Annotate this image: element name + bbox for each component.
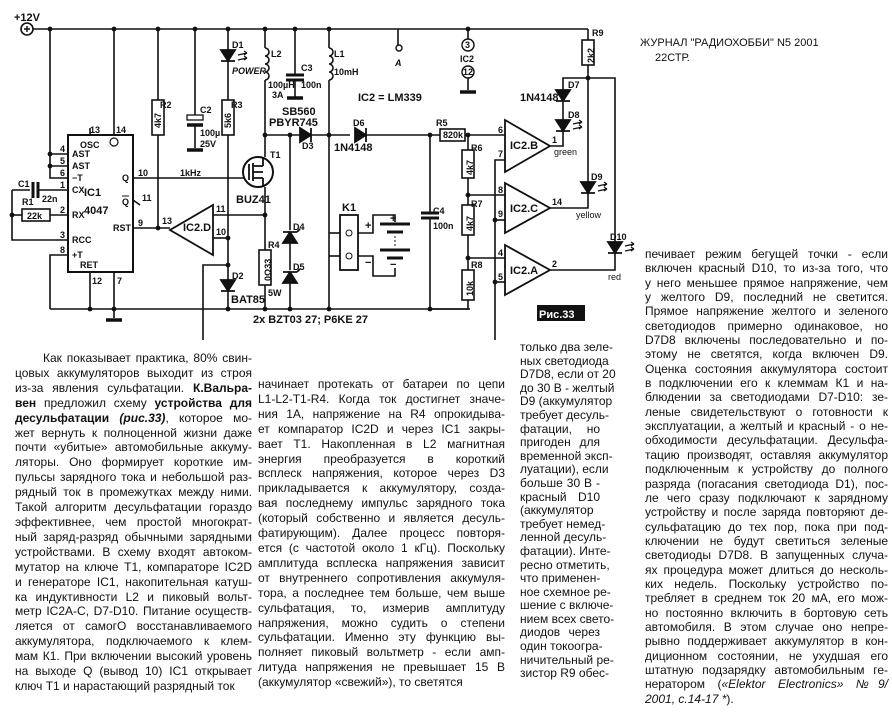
junction-dot (293, 27, 298, 32)
text-line: больше 30 В - (520, 475, 600, 490)
text-line: D9 (аккумулятор (520, 394, 613, 409)
label-l2: L2 (271, 49, 282, 59)
label-l2-val: 100µH (268, 80, 295, 90)
text-line: пульсы зарядного тока и небольшой раз- (15, 470, 252, 485)
junction-dot (327, 307, 332, 312)
label-ic2-p12: 12 (463, 67, 474, 77)
text-line (15, 396, 252, 411)
junction-dot (263, 213, 268, 218)
junction-dot (193, 27, 198, 32)
label-ic2c-p9: 9 (498, 209, 504, 219)
text-line: один токоогра- (520, 639, 603, 654)
text-line: до 30 В - желтый (520, 380, 615, 395)
text-line (645, 677, 888, 691)
text-line: ких недель. Поскольку устройство по- (645, 576, 888, 591)
text-line: ключении не будут светиться зеленые (645, 533, 888, 548)
label-d3: D3 (302, 141, 314, 151)
text-line (15, 411, 252, 426)
label-d3-t1: SB560 (282, 106, 316, 118)
label-d6-type: 1N4148 (334, 142, 373, 154)
junction-dot (428, 307, 433, 312)
label-ic2b: IC2.B (510, 140, 539, 152)
text-line: светодиоды D7D8. В запущенных случа- (645, 548, 888, 563)
text-line: L1-L2-T1-R4. Когда ток достигнет значе- (258, 391, 505, 406)
label-d9: D9 (591, 172, 603, 182)
label-p6: 6 (60, 168, 66, 178)
label-ic1-ast2: AST (72, 161, 90, 171)
text-line: требляет в среднем ток 20 мА, его мож- (645, 591, 888, 606)
label-zener-note: 2x BZT03 27; P6KE 27 (253, 314, 368, 326)
label-c1-val: 22n (42, 194, 58, 204)
label-r7: R7 (471, 199, 483, 209)
text-line: блюдении за светодиодами D7-D10: зе- (645, 390, 888, 405)
label-ic1-cx: CX (72, 185, 85, 195)
label-r3-val: 5k6 (223, 112, 233, 128)
text-line: фатации, но (520, 421, 600, 436)
label-ic1-rx: RX (72, 210, 85, 220)
text-segment: вен (15, 395, 37, 410)
label-p13: 13 (90, 125, 101, 135)
text-line (15, 381, 252, 396)
junction-dot (263, 307, 268, 312)
text-line: в подключении его к клеммам К1 и на- (645, 376, 888, 391)
text-line: что применен- (520, 571, 601, 586)
text-line: обходимости десульфатации. Десульфа- (645, 433, 888, 448)
label-p5: 5 (60, 156, 66, 166)
label-ic1-pt: +T (72, 250, 83, 260)
text-line: требует десуль- (520, 407, 609, 422)
junction-dot (156, 226, 161, 231)
label-yellow: yellow (576, 210, 602, 220)
label-p9: 9 (138, 218, 144, 228)
label-p14: 14 (116, 125, 127, 135)
label-l1-val: 10mH (334, 67, 359, 77)
light-arrows-icon (238, 51, 247, 60)
label-d5: D5 (293, 262, 305, 272)
text-line: ляется от самогО восстанавливаемого (15, 619, 252, 634)
wire (50, 255, 68, 309)
text-line: D7D8 включены последовательно и по- (645, 333, 888, 348)
junction-dot (226, 27, 231, 32)
text-line: аккумулятора, подключаемого к клем- (15, 634, 252, 649)
text-line: цовых аккумуляторов выходит из строя (15, 365, 252, 380)
label-test-a: A (395, 58, 402, 68)
text-line: Оценка состояния аккумулятора состоит (645, 361, 888, 376)
text-line: зистор R9 обес- (520, 666, 610, 681)
junction-dot (226, 236, 231, 241)
junction-dot (327, 133, 332, 138)
label-c2: C2 (200, 105, 212, 115)
label-r8: R8 (471, 260, 483, 270)
label-ic1-mt: −T (72, 173, 83, 183)
text-line: ляторы. Оно формирует короткие им- (15, 455, 252, 470)
text-segment: , которое мо- (165, 410, 253, 425)
junction-dot (263, 27, 268, 32)
label-ic2c-p14: 14 (552, 197, 563, 207)
junction-dot (493, 280, 498, 285)
label-c2-val: 100µ (200, 128, 221, 138)
label-d10: D10 (610, 232, 627, 242)
text-line: ется (с частотой около 1 кГц). Поскольку (258, 540, 505, 555)
label-ic2d-p13: 13 (162, 216, 173, 226)
text-line: ный заряд-разряд обычными зарядными (15, 529, 252, 544)
label-ic2a-p4: 4 (498, 248, 504, 258)
text-line: включен красный D10, то из-за того, что (645, 261, 888, 276)
text-line: ле чего сразу подключают к зарядному (645, 490, 888, 505)
label-bat-minus: − (390, 259, 397, 271)
junction-dot (112, 27, 117, 32)
label-p4: 4 (60, 144, 66, 154)
junction-dot (288, 307, 293, 312)
label-ic2b-p7: 7 (498, 149, 504, 159)
text-segment: предложил схему (36, 395, 155, 410)
text-line: почти «убитые» автомобильные аккуму- (15, 440, 252, 455)
label-r8-val: 10k (465, 280, 475, 296)
text-line: диодов через (520, 625, 600, 640)
label-p3: 3 (60, 230, 66, 240)
text-line: ленной десуль- (520, 530, 607, 545)
test-point-a (396, 45, 402, 51)
label-green: green (554, 147, 578, 157)
led-d10 (608, 242, 622, 253)
text-column-4 (645, 247, 888, 706)
text-line: (который собственно и является десуль- (258, 511, 505, 526)
junction-dot (88, 307, 93, 312)
text-line: полняет пиковый вольтметр - если амп- (258, 645, 505, 660)
label-d2: D2 (232, 271, 244, 281)
label-k1-plus: + (365, 220, 372, 232)
label-l2-a: 3A (272, 90, 284, 100)
text-line: устройствами. В схему входят автоком- (15, 544, 252, 559)
text-line: луатации), если (520, 462, 609, 477)
text-line: разряда (погасания светодиода D1), пос- (645, 476, 888, 491)
label-red: red (608, 272, 622, 282)
label-plus12v: +12V (14, 12, 40, 24)
label-p1: 1 (60, 180, 66, 190)
text-line: только два зеле- (520, 340, 613, 354)
text-line: но постоянно включить в бортовую сеть (645, 605, 888, 620)
led-d9 (581, 182, 595, 193)
junction-dot (466, 133, 471, 138)
text-line: ка индуктивности L2 и пиковый вольт- (15, 589, 252, 604)
text-line: ресно отметить, (520, 557, 610, 572)
label-c4-val: 100n (433, 221, 454, 231)
label-p8: 8 (60, 245, 66, 255)
led-d1 (221, 50, 235, 61)
label-r9-val: 2k2 (586, 47, 596, 63)
label-r4-w: 5W (268, 288, 282, 298)
text-segment: из-за явления сульфатации. (15, 380, 193, 395)
text-line: Прямое напряжение желтого и зеленого (645, 304, 888, 319)
text-line: устройству и после заряда повторяют де- (645, 505, 888, 520)
junction-dot (156, 27, 161, 32)
text-line: жет вернуть к полноценной жизни даже (15, 425, 252, 440)
text-segment: «Elektor Electronics» №9/ (721, 677, 888, 692)
junction-dot (48, 27, 53, 32)
text-line: ничительный ре- (520, 652, 614, 667)
label-ic1-qbar: Q (122, 197, 130, 207)
text-line: фатации). Инте- (520, 543, 611, 558)
label-r2-val: 4k7 (153, 112, 163, 128)
text-line: тора, а последнее тем больше, чем выше (258, 585, 505, 600)
label-ic1-rst: RST (113, 223, 131, 233)
text-line: и генераторе IC1, накопительная катуш- (15, 574, 252, 589)
junction-dot (48, 152, 53, 157)
text-segment: (рис.33) (119, 410, 166, 425)
text-line: напряжения, можно судить о степени (258, 615, 505, 630)
label-power: POWER (232, 66, 267, 76)
label-c1: C1 (18, 179, 30, 189)
label-d7-type: 1N4148 (520, 92, 559, 104)
page-number: 22СТР. (655, 52, 690, 64)
text-line: D7D8, если от 20 (520, 367, 616, 382)
junction-dot (586, 76, 591, 81)
text-line: Такой алгоритм десульфатации гораздо (15, 500, 252, 515)
text-line: ях процедура может длиться до несколь- (645, 562, 888, 577)
label-ic2: IC2 (460, 54, 475, 64)
text-line: на выходе Q (вывод 10) IC1 открывает (15, 664, 252, 679)
text-line: ных светодиода (520, 353, 609, 368)
text-line: вает Т1. Накопленная в L2 магнитная (258, 436, 505, 451)
text-line: ния 1А, напряжение на R4 опрокидыва- (258, 406, 505, 421)
label-ic2a-p5: 5 (498, 272, 504, 282)
text-segment: нератором ( (645, 677, 722, 692)
capacitor-c1 (33, 182, 38, 198)
text-segment: устройства для (154, 395, 253, 410)
connector-k1 (340, 215, 358, 270)
text-line: амплитуда всплеска напряжения зависит (258, 555, 505, 570)
junction-dot (226, 263, 231, 268)
text-line: эффективнее, чем простой многократ- (15, 514, 252, 529)
label-r7-val: 4k7 (465, 215, 475, 231)
text-line: пригоден для (520, 435, 600, 450)
text-column-2 (258, 377, 505, 690)
text-line: у него меньшее прямое напряжение, чем (645, 275, 888, 290)
light-arrows-icon (625, 242, 634, 251)
label-ic2c: IC2.C (510, 203, 539, 215)
wire (133, 200, 140, 205)
label-r6-val: 4k7 (465, 159, 475, 175)
text-line: эксплуатации, а желтый и красный - о не- (645, 419, 888, 434)
text-line: рядный ток в промежутках между ними. (15, 485, 252, 500)
schematic-components (10, 23, 634, 321)
label-r9: R9 (592, 28, 604, 38)
junction-dot (288, 133, 293, 138)
label-t1: T1 (270, 150, 281, 160)
text-segment: 2001, с.14-17 * (645, 691, 727, 706)
junction-dot (226, 307, 231, 312)
label-p2: 2 (60, 205, 66, 215)
ic1-vdd-icon (110, 138, 118, 146)
label-ic2a: IC2.A (510, 265, 539, 277)
text-line: печивает режим бегущей точки - если (645, 247, 888, 261)
text-line: сульфатация, то, измерив амплитуду (258, 600, 505, 615)
text-line: требует немед- (520, 516, 606, 531)
label-k1: K1 (342, 202, 357, 214)
label-r2: R2 (160, 100, 172, 110)
label-d6: D6 (353, 118, 365, 128)
label-bat-plus: + (390, 213, 397, 225)
text-segment: десульфатации (15, 410, 120, 425)
junction-dot (428, 133, 433, 138)
text-column-1 (15, 351, 252, 694)
label-d2-type: BAT85 (231, 294, 266, 306)
label-ic2a-p2: 2 (552, 259, 558, 269)
text-line: литуда напряжения не превышает 15 В (258, 660, 505, 675)
capacitor-c2 (187, 115, 203, 120)
text-segment: ). (726, 691, 734, 706)
light-arrows-icon (573, 120, 582, 129)
label-ic2c-p8: 8 (498, 185, 504, 195)
text-line: штатную подзарядку автомобильным ге- (645, 662, 888, 677)
text-line: красный D10 (520, 489, 600, 504)
label-r5: R5 (436, 118, 448, 128)
label-ic2-eq: IC2 = LM339 (358, 92, 422, 104)
journal-header: ЖУРНАЛ "РАДИОХОББИ" N5 2001 (640, 37, 819, 49)
text-line: фатирующим). Далее процесс повторя- (258, 526, 505, 541)
label-r3: R3 (231, 100, 243, 110)
text-line: сульфатации. Именно эту функцию вы- (258, 630, 505, 645)
label-l1: L1 (334, 49, 345, 59)
label-c4: C4 (433, 206, 445, 216)
led-d8 (556, 120, 570, 131)
label-ic1: IC1 (84, 187, 102, 199)
text-line: (аккумулятор (520, 503, 594, 518)
junction-dot (10, 213, 15, 218)
label-r1: R1 (22, 197, 34, 207)
label-c3: C3 (301, 63, 313, 73)
text-line: этому не светятся, когда включен D9. (645, 347, 888, 362)
wire (50, 29, 68, 178)
diode-d6 (355, 128, 366, 142)
label-d7: D7 (568, 80, 580, 90)
text-line: ключ Т1 и нарастающий разрядный ток (15, 678, 235, 693)
label-ic2-p3: 3 (465, 40, 471, 50)
text-line: прикладывается к аккумулятору, созда- (258, 481, 505, 496)
text-line: у желтого D9, последний не светится. (645, 290, 888, 305)
text-line: всплеск напряжения, которое через D3 (258, 466, 505, 481)
text-line: начинает протекать от батареи по цепи (258, 377, 505, 391)
label-p11: 11 (142, 193, 152, 203)
text-line: метр IC2A-C, D7-D10. Питание осуществ- (15, 604, 252, 619)
label-p7: 7 (117, 276, 123, 286)
text-line: автомобиля. В этом случае оно непре- (645, 619, 888, 634)
label-ic1-type: 4047 (84, 205, 109, 217)
label-p10: 10 (138, 168, 149, 178)
label-fig: Рис.33 (539, 309, 575, 321)
label-ic2b-p1: 1 (552, 135, 558, 145)
text-line: вая последнему импульс зарядного тока (258, 496, 505, 511)
label-d4: D4 (293, 222, 305, 232)
label-ic1-rcc: RCC (72, 235, 92, 245)
label-t1-type: BUZ41 (236, 194, 271, 206)
label-r6: R6 (471, 143, 483, 153)
text-line: мутатор на ключе Т1, компараторе IC2D (15, 559, 252, 574)
text-line: тацию производят, оставляя аккумулятор (645, 447, 888, 462)
junction-dot (263, 133, 268, 138)
label-p12: 12 (92, 276, 103, 286)
label-ic2d-p11: 11 (216, 204, 226, 214)
label-freq: 1kHz (180, 168, 202, 178)
junction-dot (112, 307, 117, 312)
label-ic2d-p10: 10 (216, 227, 227, 237)
light-arrows-icon (598, 182, 607, 191)
text-line: светодиодов примерно одинаковое, но (645, 318, 888, 333)
label-k1-minus: − (365, 257, 372, 269)
text-line: ет компаратор IC2D и через IC1 закры- (258, 421, 505, 436)
label-ic2d: IC2.D (183, 222, 212, 234)
text-line: временной эксп- (520, 448, 613, 463)
label-r1-val: 22k (27, 211, 43, 221)
label-r4: R4 (268, 240, 280, 250)
text-line: от внутреннего сопротивления аккумуля- (258, 570, 505, 585)
junction-dot (466, 27, 471, 32)
wire (430, 300, 468, 309)
label-ic2b-p6: 6 (498, 125, 504, 135)
text-segment: К.Вальра- (193, 380, 252, 395)
text-line: (аккумулятор «свежий»), то светятся (258, 675, 463, 690)
label-c2-v: 25V (200, 139, 217, 149)
diode-d2 (221, 280, 235, 291)
label-d8: D8 (568, 110, 580, 120)
junction-dot (327, 27, 332, 32)
label-d1: D1 (232, 40, 244, 50)
junction-dot (466, 256, 471, 261)
text-line: ное схемное ре- (520, 584, 611, 599)
label-ic1-ret: RET (80, 260, 98, 270)
junction-dot (48, 164, 53, 169)
text-line: Как показывает практика, 80% свин- (43, 351, 252, 365)
diode-d3 (300, 128, 311, 142)
text-line: мам К1. При включении высокий уровень (15, 649, 252, 664)
text-line: шение с включе- (520, 598, 614, 613)
text-line: рывно поддерживает аккумулятор в кон- (645, 634, 888, 649)
junction-dot (466, 193, 471, 198)
label-r4-val: 0Ω33 (263, 258, 273, 281)
text-line: диционном состоянии, не ухудшая его (645, 648, 888, 663)
text-line: леные свидетельствуют о готовности к (645, 404, 888, 419)
label-ic1-ast: AST (72, 149, 90, 159)
label-ic1-osc: OSC (80, 140, 100, 150)
label-c3-val: 100n (301, 80, 322, 90)
wire (203, 265, 228, 340)
text-column-3 (520, 340, 616, 681)
label-d3-t2: PBYR745 (269, 117, 318, 129)
text-line: энергия преобразуется в короткий (258, 451, 505, 466)
text-line: подключенным к устройству до полного (645, 462, 888, 477)
wire (550, 253, 615, 270)
inductor-l1 (329, 48, 333, 80)
text-line: нием всех свето- (520, 611, 615, 626)
k1-terminal-minus (346, 253, 352, 259)
junction-dot (493, 218, 498, 223)
text-line (645, 692, 888, 706)
label-r5-val: 820k (443, 130, 464, 140)
text-line: сульфатацию до тех пор, пока при под- (645, 519, 888, 534)
k1-terminal-plus (346, 230, 352, 236)
label-ic1-q: Q (122, 173, 130, 183)
